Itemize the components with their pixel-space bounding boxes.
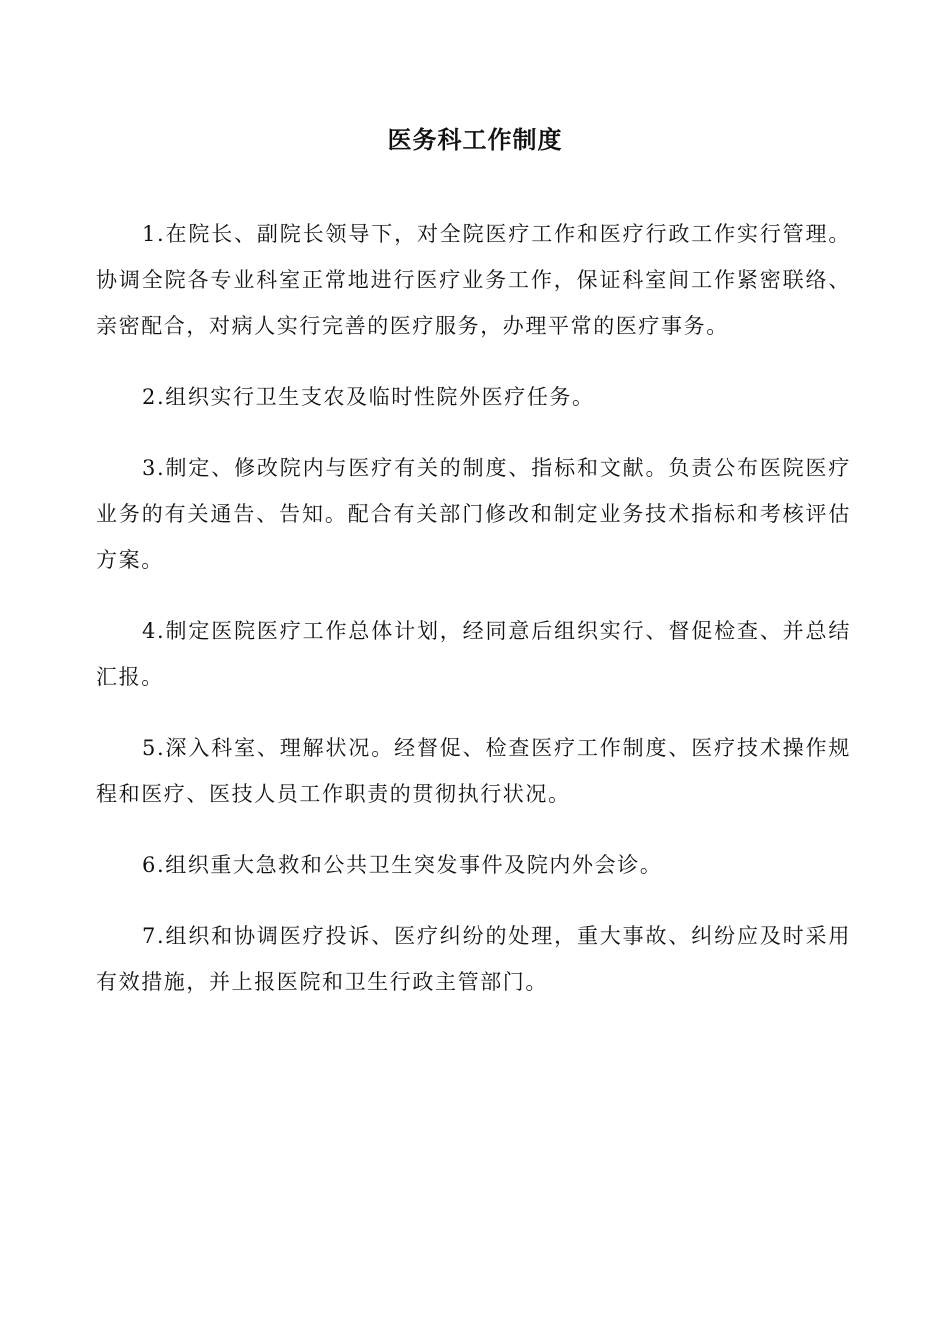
paragraph-1: 1.在院长、副院长领导下，对全院医疗工作和医疗行政工作实行管理。协调全院各专业科室正常地进行医疗业务工作，保证科室间工作紧密联络、亲密配合，对病人实行完善的医疗服务，办理平常的医疗事务。 bbox=[96, 222, 851, 338]
document-title: 医务科工作制度 bbox=[387, 125, 563, 155]
paragraph-6: 6.组织重大急救和公共卫生突发事件及院内外会诊。 bbox=[142, 853, 663, 877]
paragraph-4: 4.制定医院医疗工作总体计划，经同意后组织实行、督促检查、并总结汇报。 bbox=[96, 619, 851, 689]
paragraph-7: 7.组织和协调医疗投诉、医疗纠纷的处理，重大事故、纠纷应及时采用有效措施，并上报医院和卫生行政主管部门。 bbox=[96, 924, 851, 994]
paragraph-2: 2.组织实行卫生支农及临时性院外医疗任务。 bbox=[142, 385, 595, 409]
document-body bbox=[96, 211, 851, 1030]
paragraph-5: 5.深入科室、理解状况。经督促、检查医疗工作制度、医疗技术操作规程和医疗、医技人员工作职责的贯彻执行状况。 bbox=[96, 736, 851, 806]
paragraph-3: 3.制定、修改院内与医疗有关的制度、指标和文献。负责公布医院医疗业务的有关通告、告知。配合有关部门修改和制定业务技术指标和考核评估方案。 bbox=[96, 456, 851, 572]
